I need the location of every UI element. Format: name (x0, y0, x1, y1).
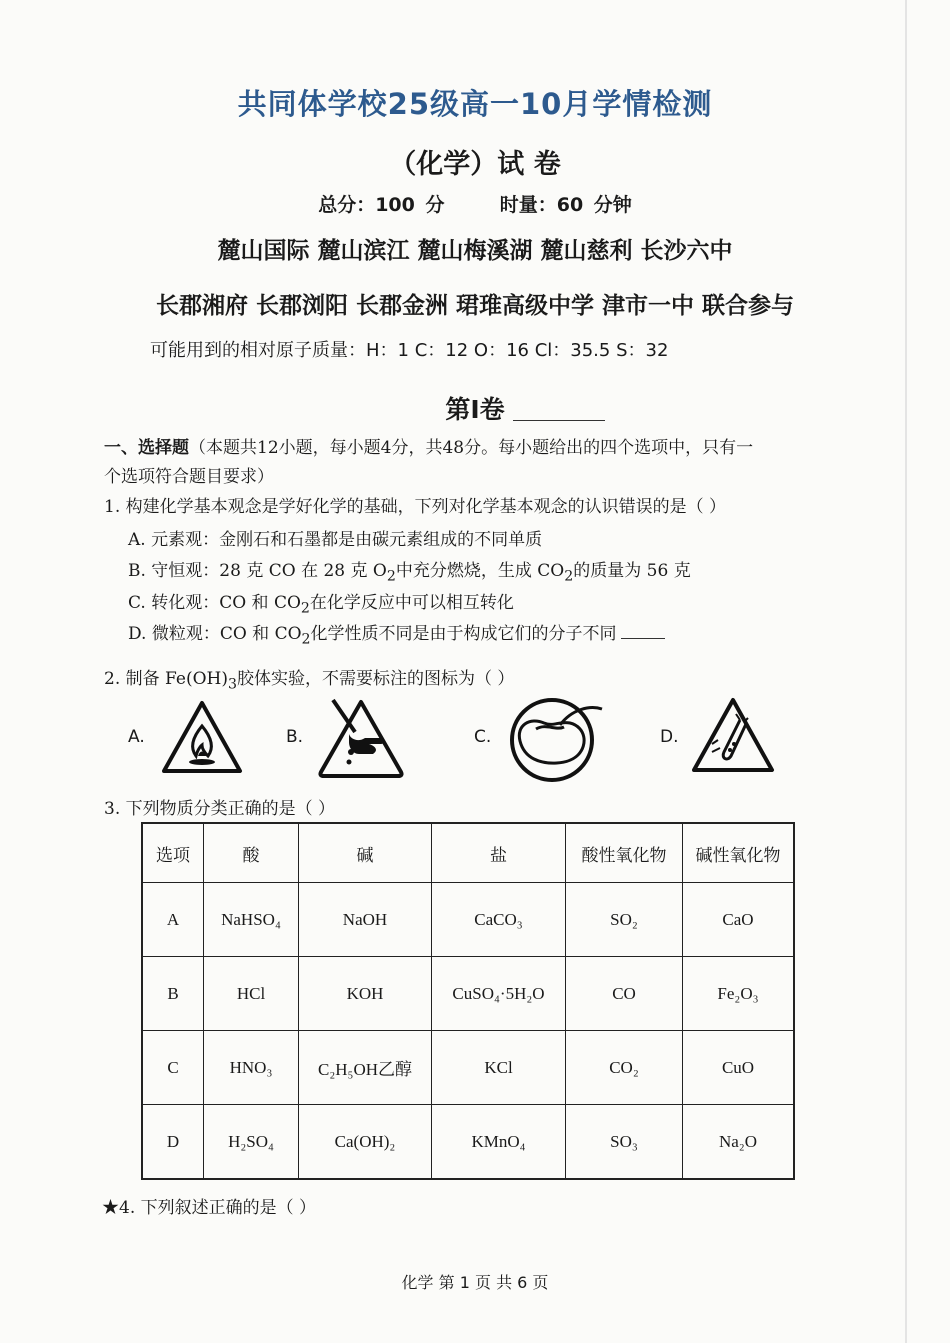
volume-title: 第Ⅰ卷 (445, 395, 505, 424)
cell-base: NaOH (299, 883, 432, 957)
q1b-sub1: 2 (386, 568, 396, 585)
hand-dropper-icon (315, 696, 407, 780)
table-header-row (142, 823, 794, 883)
cell-basic-oxide: Na₂O (683, 1105, 795, 1180)
cell-basic-oxide: Fe₂O₃ (683, 957, 795, 1031)
cell-salt: CuSO₄·5H₂O (432, 957, 566, 1031)
hot-dish-icon (506, 693, 606, 783)
exam-time: 时量：60 分钟 (499, 194, 632, 216)
q1b-part3: 的质量为 56 克 (573, 561, 691, 581)
q2-label-b: B. (286, 727, 304, 747)
question-1-stem: 1. 构建化学基本观念是学好化学的基础，下列对化学基本观念的认识错误的是（ ） (104, 497, 727, 517)
cell-salt: KCl (432, 1031, 566, 1105)
q2-sub: 3 (227, 676, 237, 693)
atomic-masses: 可能用到的相对原子质量：H：1 C：12 O：16 Cl：35.5 S：32 (150, 340, 669, 361)
header-base: 碱 (299, 823, 432, 883)
q1d-part1: D. 微粒观：CO 和 CO (128, 624, 302, 644)
cell-option: C (142, 1031, 204, 1105)
exam-title: 共同体学校25级高一10月学情检测 (237, 87, 713, 121)
cell-option: B (142, 957, 204, 1031)
test-tube-icon (690, 696, 776, 776)
header-basic-oxide: 碱性氧化物 (683, 823, 795, 883)
q2-part1: 2. 制备 Fe(OH) (104, 669, 228, 689)
cell-base: KOH (299, 957, 432, 1031)
exam-subtitle: （化学）试 卷 (389, 149, 561, 180)
cell-base: C₂H₅OH乙醇 (299, 1031, 432, 1105)
q1b-sub2: 2 (564, 568, 574, 585)
table-row (142, 1105, 794, 1180)
exam-meta (0, 190, 950, 217)
cell-acidic-oxide: SO₂ (566, 883, 683, 957)
header-acidic-oxide: 酸性氧化物 (566, 823, 683, 883)
question-3-stem: 3. 下列物质分类正确的是（ ） (104, 799, 336, 819)
q1d-trailing-line (621, 638, 665, 639)
header-option: 选项 (142, 823, 204, 883)
cell-acid: HCl (204, 957, 299, 1031)
question-4-stem: ★4. 下列叙述正确的是（ ） (102, 1198, 317, 1218)
cell-base: Ca(OH)₂ (299, 1105, 432, 1180)
q1b-part2: 中充分燃烧，生成 CO (395, 561, 565, 581)
cell-basic-oxide: CaO (683, 883, 795, 957)
page-footer: 化学 第 1 页 共 6 页 (401, 1273, 549, 1292)
q2-label-a: A. (128, 727, 145, 747)
cell-acidic-oxide: CO₂ (566, 1031, 683, 1105)
volume-underline (513, 420, 605, 421)
q1c-part2: 在化学反应中可以相互转化 (309, 593, 514, 613)
flame-hazard-icon (160, 698, 244, 776)
cell-basic-oxide: CuO (683, 1031, 795, 1105)
q1c-sub: 2 (300, 600, 310, 617)
section-heading-text: （本题共12小题，每小题4分，共48分。每小题给出的四个选项中，只有一 (189, 438, 754, 458)
q2-label-c: C. (474, 727, 492, 747)
schools-line-1: 麓山国际 麓山滨江 麓山梅溪湖 麓山慈利 长沙六中 (217, 238, 733, 264)
q2-label-d: D. (660, 727, 679, 747)
header-acid: 酸 (204, 823, 299, 883)
table-row (142, 957, 794, 1031)
cell-option: A (142, 883, 204, 957)
cell-salt: KMnO₄ (432, 1105, 566, 1180)
table-row (142, 1031, 794, 1105)
q1d-part2: 化学性质不同是由于构成它们的分子不同 (310, 624, 617, 644)
cell-salt: CaCO₃ (432, 883, 566, 957)
q1c-part1: C. 转化观：CO 和 CO (128, 593, 301, 613)
section-heading (104, 437, 844, 459)
cell-option: D (142, 1105, 204, 1180)
header-salt: 盐 (432, 823, 566, 883)
question-1-option-c (128, 592, 514, 619)
question-1-option-b (128, 560, 691, 587)
cell-acid: HNO₃ (204, 1031, 299, 1105)
section-heading-cont: 个选项符合题目要求） (104, 467, 274, 487)
q1b-part1: B. 守恒观：28 克 CO 在 28 克 O (128, 561, 387, 581)
cell-acid: H₂SO₄ (204, 1105, 299, 1180)
q2-part2: 胶体实验，不需要标注的图标为（ ） (237, 669, 515, 689)
cell-acid: NaHSO₄ (204, 883, 299, 957)
classification-table (141, 822, 795, 1180)
q1d-sub: 2 (301, 631, 311, 648)
total-score: 总分：100 分 (318, 194, 445, 216)
question-1-option-a: A. 元素观：金刚石和石墨都是由碳元素组成的不同单质 (128, 530, 543, 550)
table-row (142, 883, 794, 957)
question-1-option-d (128, 623, 665, 650)
question-2-stem (104, 668, 514, 695)
cell-acidic-oxide: CO (566, 957, 683, 1031)
cell-acidic-oxide: SO₃ (566, 1105, 683, 1180)
section-heading-bold: 一、选择题 (104, 438, 189, 458)
schools-line-2: 长郡湘府 长郡浏阳 长郡金洲 珺琟高级中学 津市一中 联合参与 (155, 293, 795, 319)
